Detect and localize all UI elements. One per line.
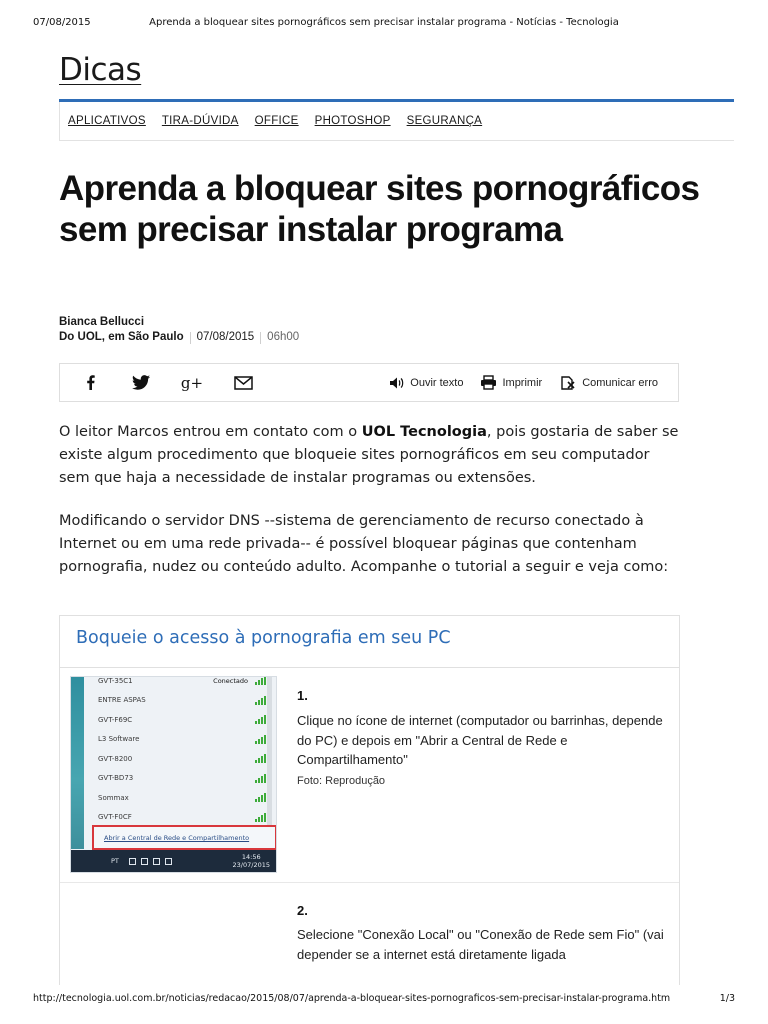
share-bar <box>59 363 679 402</box>
section-nav <box>59 102 734 141</box>
social-share-group <box>60 364 284 401</box>
article-headline: Aprenda a bloquear sites pornográficos sem precisar instalar programa <box>59 169 700 249</box>
brand-link[interactable]: Dicas <box>59 52 142 88</box>
google-plus-label: g+ <box>180 373 204 392</box>
network-item <box>98 749 266 769</box>
google-plus-icon[interactable] <box>182 373 202 393</box>
print-document-title: Aprenda a bloquear sites pornográficos sem precisar instalar programa - Notícias - Tecnologia <box>149 17 619 28</box>
step-screenshot <box>70 676 277 873</box>
report-error-label: Comunicar erro <box>582 376 658 389</box>
signal-strength-icon <box>254 696 266 705</box>
article-tools <box>372 364 678 401</box>
paragraph-text: O leitor Marcos entrou em contato com o <box>59 424 362 440</box>
tutorial-box <box>59 615 680 985</box>
step-number: 1. <box>297 688 308 703</box>
tutorial-title: Boqueie o acesso à pornografia em seu PC <box>60 616 679 668</box>
taskbar-date: 23/07/2015 <box>232 861 270 869</box>
photo-credit: Foto: Reprodução <box>297 775 386 787</box>
screenshot-scrollbar <box>267 677 272 827</box>
taskbar-tray-icons <box>129 858 177 865</box>
network-item <box>98 691 266 711</box>
printer-icon <box>480 375 497 390</box>
facebook-icon[interactable] <box>80 373 100 393</box>
signal-strength-icon <box>254 676 266 685</box>
network-name: GVT-35C1 <box>98 676 133 685</box>
nav-item-seguranca[interactable]: SEGURANÇA <box>406 115 483 127</box>
nav-item-aplicativos[interactable]: APLICATIVOS <box>68 115 146 127</box>
network-item <box>98 769 266 789</box>
listen-label: Ouvir texto <box>410 376 464 389</box>
signal-strength-icon <box>254 793 266 802</box>
tutorial-step <box>60 883 679 985</box>
network-status: Conectado <box>213 676 248 685</box>
network-name: L3 Software <box>98 735 140 744</box>
byline-separator <box>190 332 191 344</box>
network-item <box>98 676 266 691</box>
article-location: Do UOL, em São Paulo <box>59 331 184 343</box>
step-number: 2. <box>297 903 308 918</box>
taskbar-time: 14:56 <box>241 853 261 861</box>
nav-item-tira-duvida[interactable]: TIRA-DÚVIDA <box>161 115 239 127</box>
nav-item-office[interactable]: OFFICE <box>254 115 299 127</box>
report-error-button[interactable] <box>559 375 658 391</box>
author-name: Bianca Bellucci <box>59 316 145 328</box>
network-name: GVT-F69C <box>98 715 133 724</box>
taskbar-clock <box>233 853 270 869</box>
byline-meta <box>59 330 299 345</box>
paragraph-text: , pois gostaria de saber se existe algum procedimento que bloqueie sites pornográficos em seu computador sem que haja a necessidade de instalar programas ou extensões. <box>59 424 679 486</box>
print-url: http://tecnologia.uol.com.br/noticias/redacao/2015/08/07/aprenda-a-bloquear-sites-pornograficos-sem-precisar-instalar-programa.htm <box>33 993 671 1004</box>
byline-separator <box>260 332 261 344</box>
speaker-icon <box>389 376 405 390</box>
network-item <box>98 730 266 750</box>
print-button[interactable] <box>480 375 542 390</box>
network-name: GVT-F0CF <box>98 813 132 822</box>
signal-strength-icon <box>254 715 266 724</box>
article-paragraph: Modificando o servidor DNS --sistema de gerenciamento de recurso conectado à Internet ou em uma rede privada-- é possível bloquear páginas que contenham pornografia, nudez ou conteúdo adulto. Acompanhe o tutorial a seguir e veja como: <box>59 513 669 575</box>
signal-strength-icon <box>254 813 266 822</box>
network-list <box>98 677 266 827</box>
print-label: Imprimir <box>502 376 543 389</box>
network-name: GVT-8200 <box>98 754 133 763</box>
byline <box>59 315 299 345</box>
signal-strength-icon <box>254 754 266 763</box>
step-description: Clique no ícone de internet (computador ou barrinhas, depende do PC) e depois em "Abrir a Central de Rede e Compartilhamento" <box>297 713 663 767</box>
network-item <box>98 788 266 808</box>
network-name: GVT-BD73 <box>98 774 134 783</box>
article-date: 07/08/2015 <box>196 331 255 343</box>
tutorial-step <box>60 668 679 883</box>
step-description: Selecione "Conexão Local" ou "Conexão de Rede sem Fio" (vai depender se a internet está diretamente ligada <box>297 927 664 962</box>
email-icon[interactable] <box>233 373 253 393</box>
signal-strength-icon <box>254 774 266 783</box>
nav-item-photoshop[interactable]: PHOTOSHOP <box>314 115 391 127</box>
print-page-number: 1/3 <box>719 993 735 1004</box>
taskbar-language: PT <box>111 857 119 865</box>
screenshot-taskbar <box>71 850 277 872</box>
article-time: 06h00 <box>267 331 300 343</box>
network-name: Sommax <box>98 793 129 802</box>
network-center-link: Abrir a Central de Rede e Compartilhamento <box>92 825 277 850</box>
network-name: ENTRE ASPAS <box>98 696 146 705</box>
twitter-icon[interactable] <box>131 373 151 393</box>
screenshot-sidebar <box>71 677 84 849</box>
print-date: 07/08/2015 <box>33 17 91 28</box>
network-item <box>98 710 266 730</box>
article-paragraph <box>59 421 684 490</box>
listen-button[interactable] <box>389 376 463 390</box>
signal-strength-icon <box>254 735 266 744</box>
paragraph-bold-text: UOL Tecnologia <box>361 424 487 440</box>
report-error-icon <box>559 375 577 391</box>
